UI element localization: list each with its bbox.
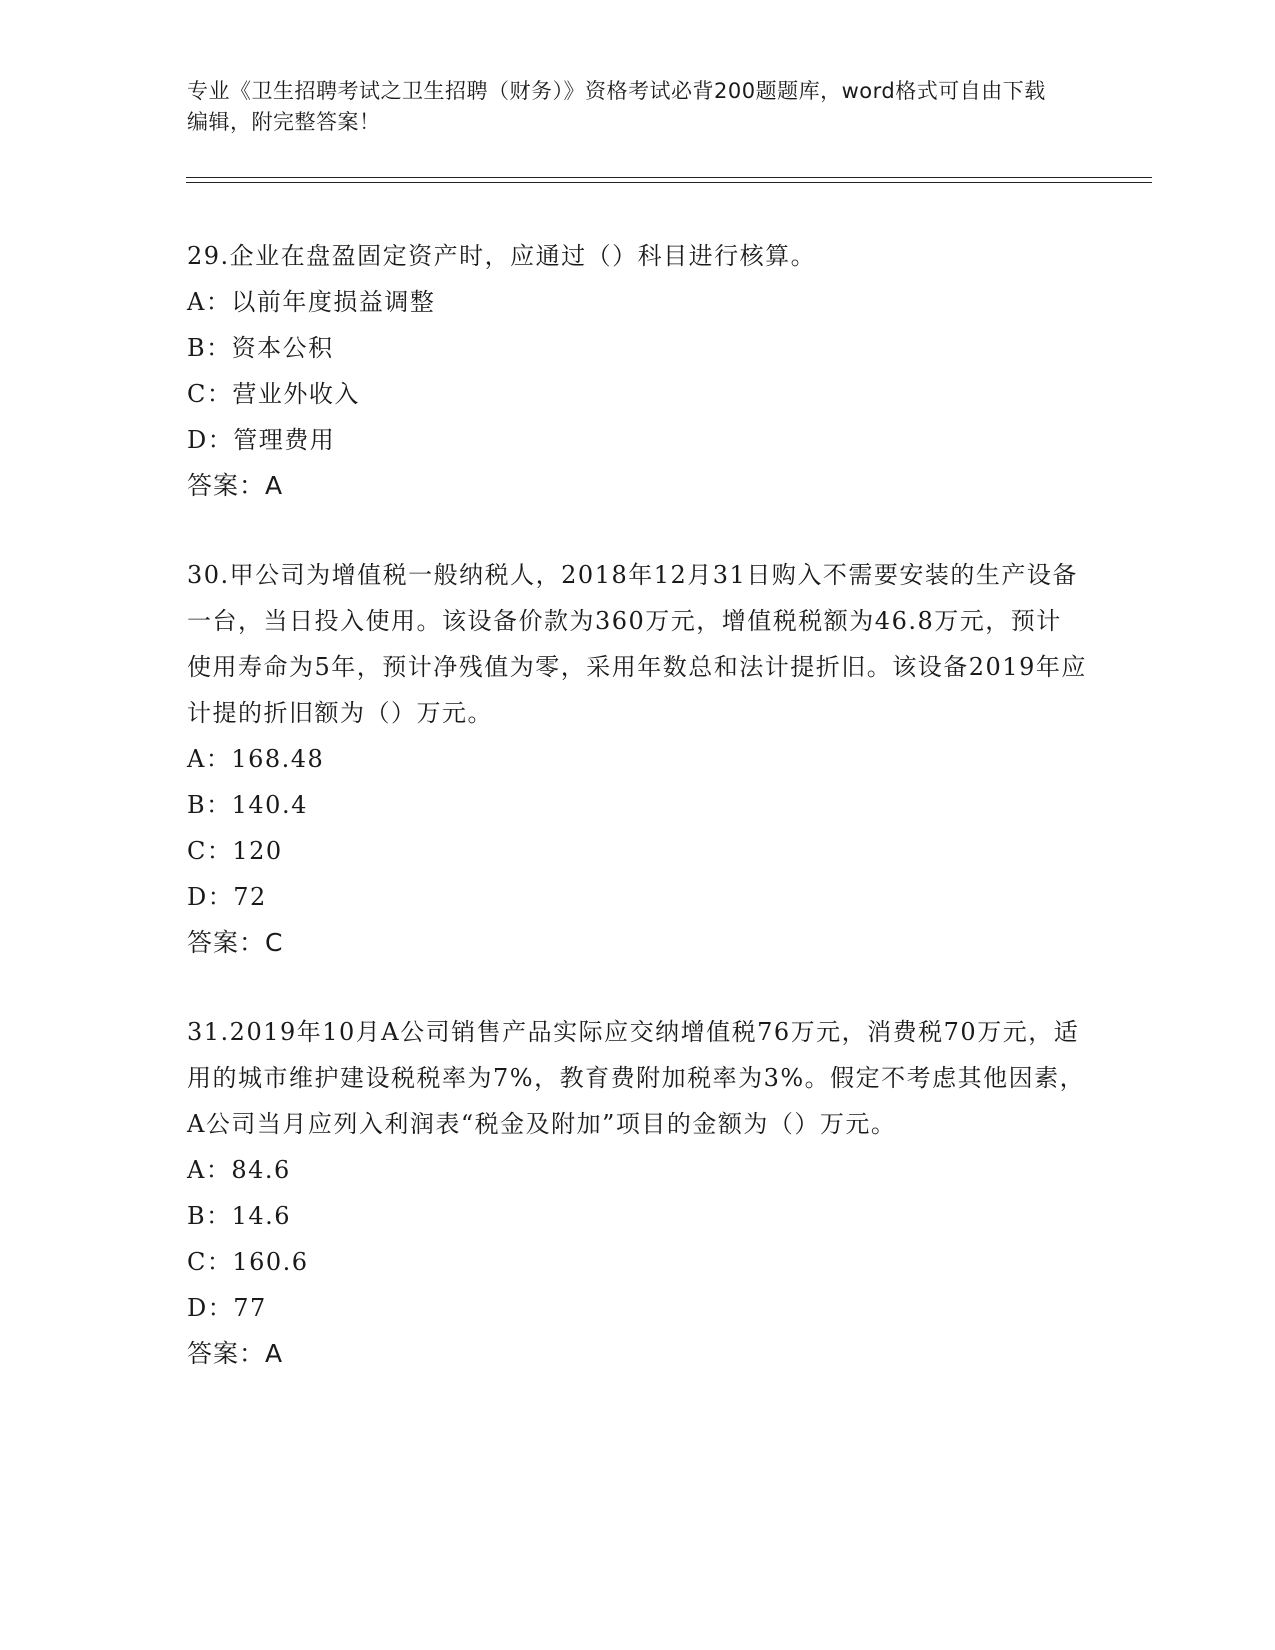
question-31 bbox=[187, 1009, 1087, 1377]
option-a: A：以前年度损益调整 bbox=[187, 288, 436, 316]
question-29 bbox=[187, 233, 1087, 509]
header-divider-bottom bbox=[186, 182, 1152, 183]
header-divider-top bbox=[186, 177, 1152, 178]
question-stem: 30.甲公司为增值税一般纳税人，2018年12月31日购入不需要安装的生产设备一台，当日投入使用。该设备价款为360万元，增值税税额为46.8万元，预计使用寿命为5年，预计净残值为零，采用年数总和法计提折旧。该设备2019年应计提的折旧额为（）万元。 bbox=[187, 561, 1087, 727]
answer-line: 答案：C bbox=[187, 928, 284, 957]
option-b: B：资本公积 bbox=[187, 334, 334, 362]
option-d: D：77 bbox=[187, 1294, 267, 1322]
answer-line: 答案：A bbox=[187, 471, 284, 500]
option-d: D：管理费用 bbox=[187, 426, 336, 454]
option-b: B：140.4 bbox=[187, 791, 308, 819]
option-c: C：营业外收入 bbox=[187, 380, 360, 408]
option-b: B：14.6 bbox=[187, 1202, 292, 1230]
option-d: D：72 bbox=[187, 883, 267, 911]
answer-line: 答案：A bbox=[187, 1339, 284, 1368]
option-a: A：84.6 bbox=[187, 1156, 291, 1184]
document-header: 专业《卫生招聘考试之卫生招聘（财务）》资格考试必背200题题库，word格式可自由下载编辑，附完整答案！ bbox=[187, 79, 1046, 134]
question-30 bbox=[187, 552, 1087, 966]
option-a: A：168.48 bbox=[187, 745, 325, 773]
option-c: C：160.6 bbox=[187, 1248, 309, 1276]
option-c: C：120 bbox=[187, 837, 283, 865]
question-stem: 31.2019年10月A公司销售产品实际应交纳增值税76万元，消费税70万元，适用的城市维护建设税税率为7%，教育费附加税率为3%。假定不考虑其他因素，A公司当月应列入利润表“税金及附加”项目的金额为（）万元。 bbox=[187, 1018, 1086, 1138]
question-stem: 29.企业在盘盈固定资产时，应通过（）科目进行核算。 bbox=[187, 242, 817, 270]
